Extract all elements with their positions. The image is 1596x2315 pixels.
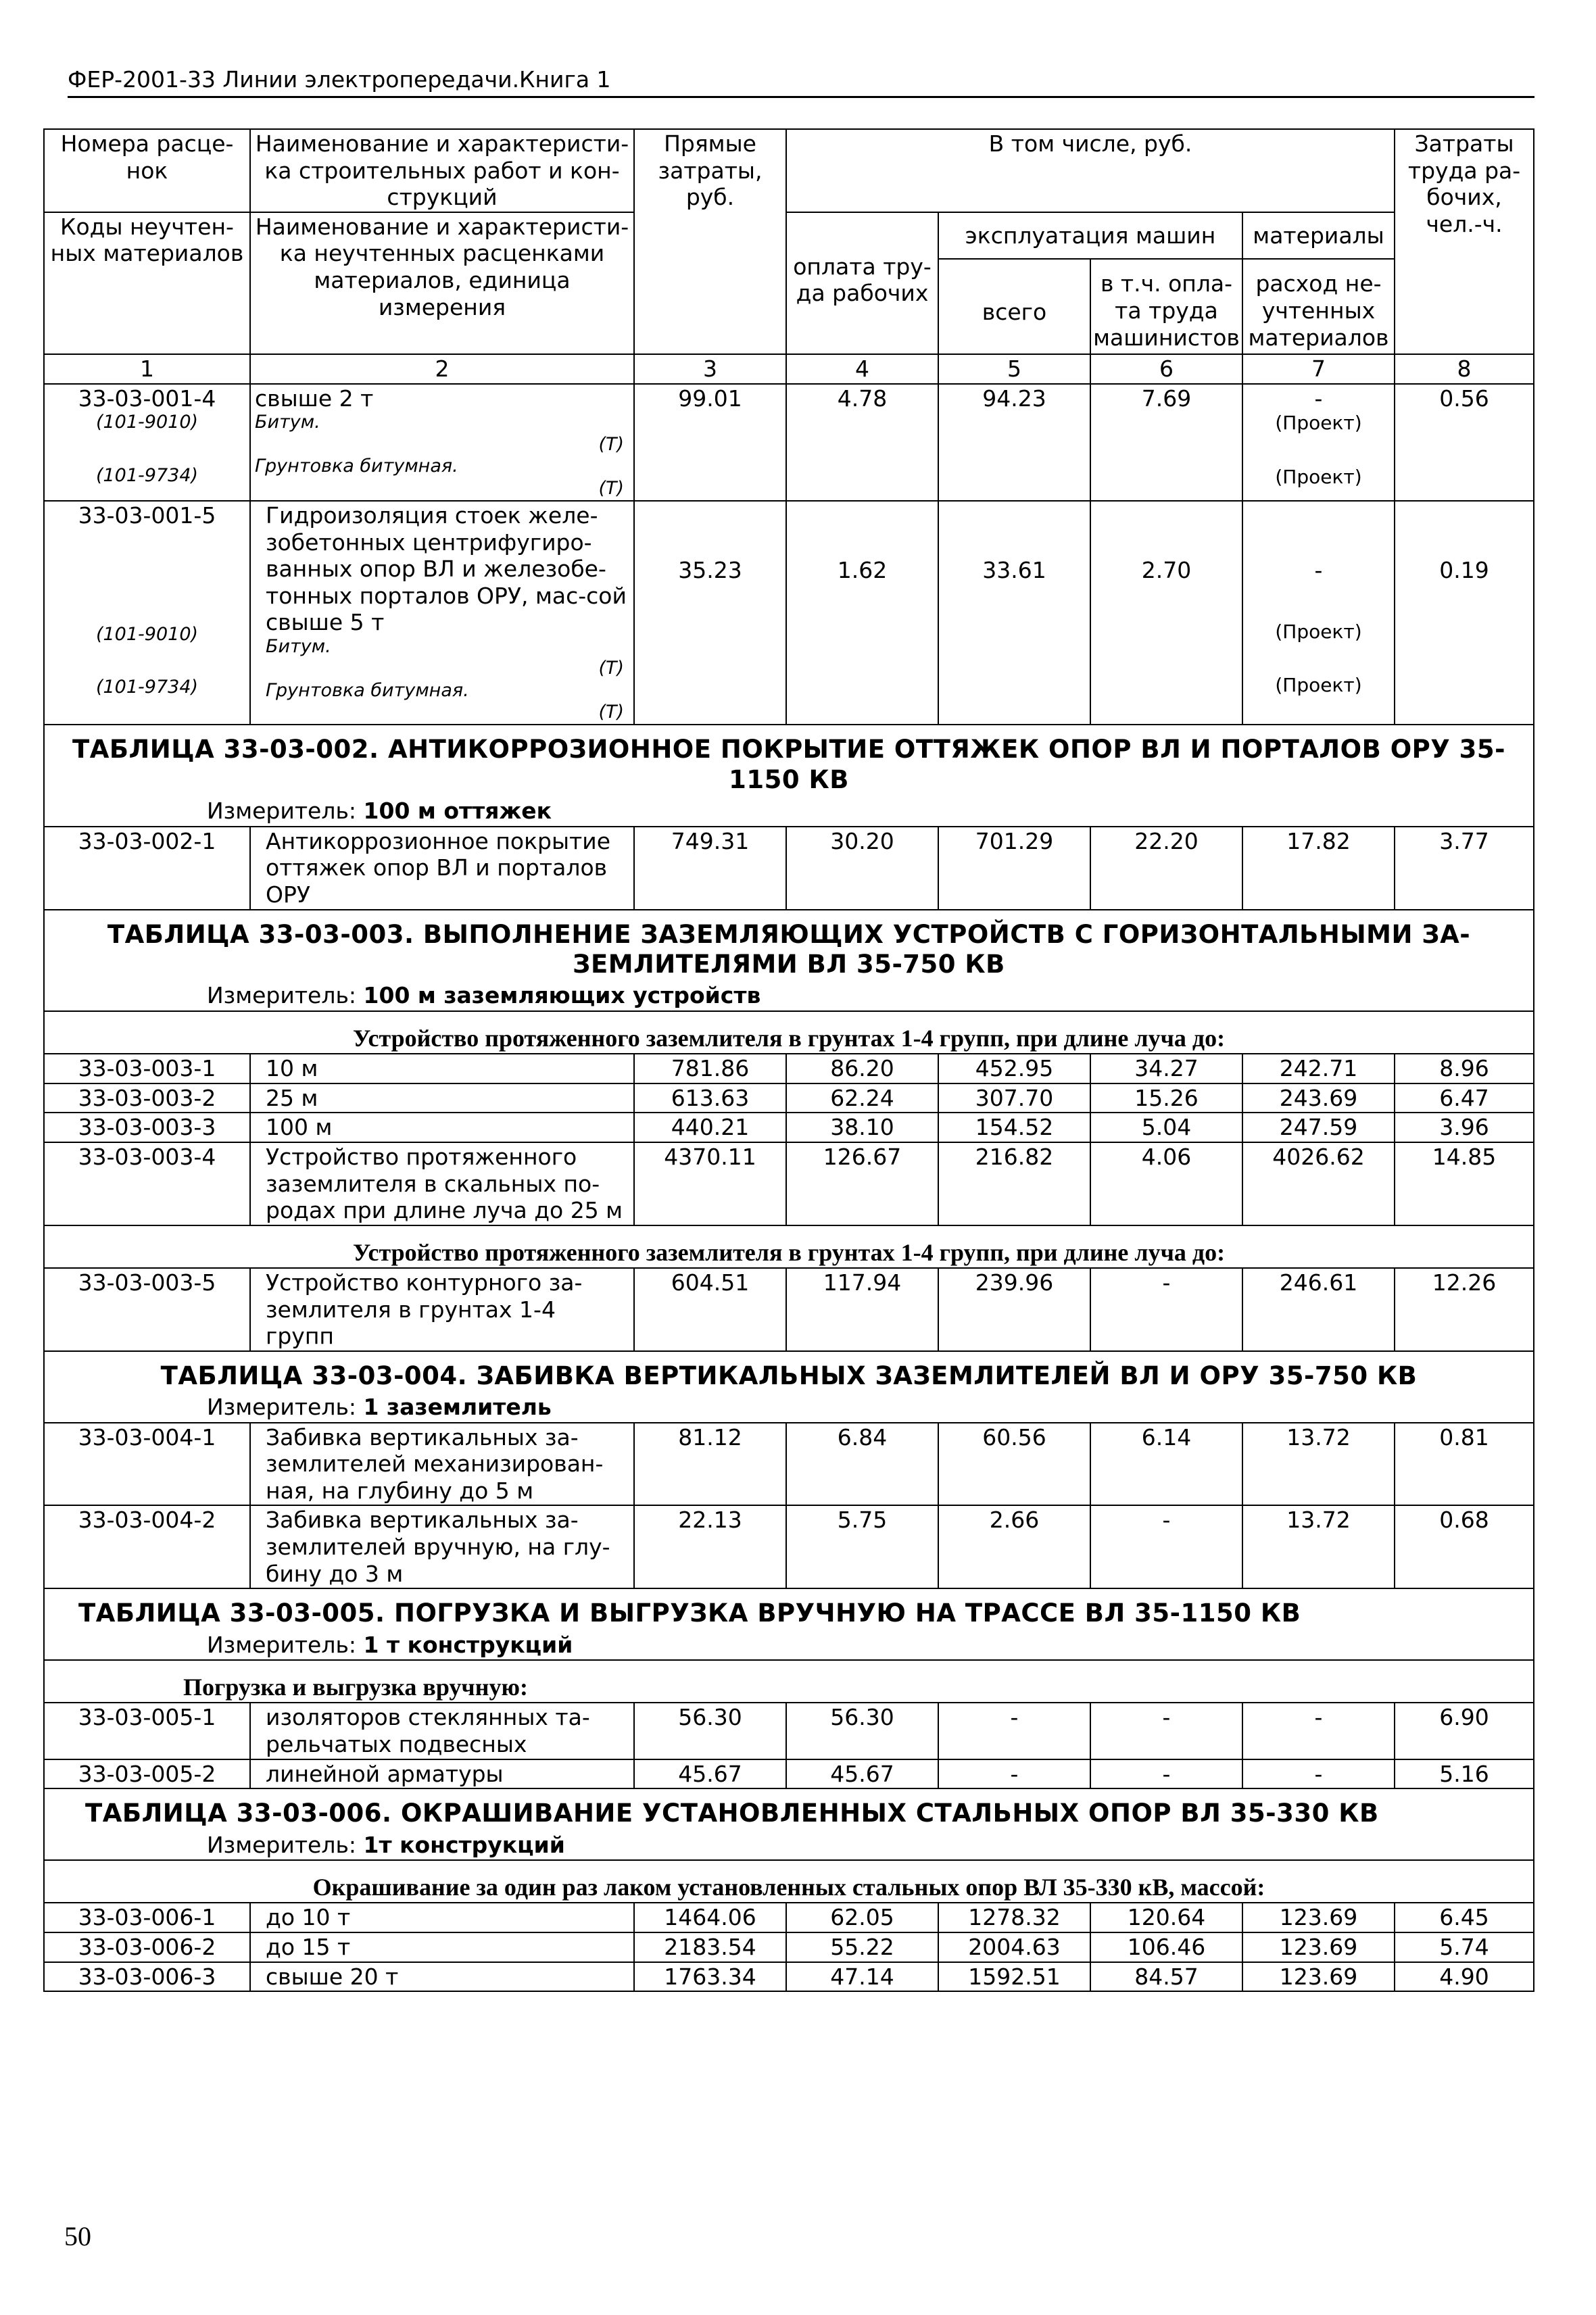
rate-code: 33-03-001-5 bbox=[78, 502, 216, 529]
material-unit: (Т) bbox=[598, 477, 624, 499]
table-row bbox=[44, 1142, 1534, 1225]
price-table bbox=[43, 128, 1534, 1992]
machines-total: 94.23 bbox=[938, 384, 1090, 501]
labor-hours: 6.90 bbox=[1395, 1703, 1534, 1759]
table-title-row bbox=[44, 1788, 1534, 1830]
header-including: В том числе, руб. bbox=[786, 129, 1395, 212]
material-code: (101-9010) bbox=[95, 412, 199, 433]
header-unaccounted-materials: расход не-учтенных материалов bbox=[1248, 270, 1389, 351]
header-machines: эксплуатация машин bbox=[939, 213, 1242, 260]
operators-pay: 2.70 bbox=[1090, 501, 1242, 725]
work-name-cell bbox=[250, 384, 634, 501]
labor-hours: 8.96 bbox=[1395, 1054, 1534, 1083]
materials-cost: - bbox=[1314, 556, 1323, 583]
labor-hours: 0.56 bbox=[1395, 384, 1534, 501]
meter-label: Измеритель: bbox=[207, 798, 357, 825]
header-operators-pay: в т.ч. опла-та труда машинистов bbox=[1093, 270, 1240, 351]
meter-row bbox=[44, 981, 1534, 1011]
column-number: 3 bbox=[634, 354, 786, 384]
meter-cell bbox=[44, 796, 1534, 827]
operators-pay: - bbox=[1090, 1505, 1242, 1588]
material-unit: (Т) bbox=[598, 702, 624, 723]
operators-pay: 22.20 bbox=[1090, 827, 1242, 910]
materials-cell bbox=[1242, 384, 1395, 501]
header-machines-group bbox=[938, 212, 1242, 354]
meter-row bbox=[44, 1830, 1534, 1861]
labor-hours: 0.19 bbox=[1395, 501, 1534, 725]
direct-costs: 1464.06 bbox=[634, 1903, 786, 1932]
machines-total: 33.61 bbox=[938, 501, 1090, 725]
operators-pay: 34.27 bbox=[1090, 1054, 1242, 1083]
meter-cell bbox=[44, 1392, 1534, 1423]
machines-total: 1278.32 bbox=[938, 1903, 1090, 1932]
work-name: изоляторов стеклянных та-рельчатых подвесных bbox=[250, 1703, 634, 1759]
labor-pay: 5.75 bbox=[786, 1505, 938, 1588]
labor-hours: 3.77 bbox=[1395, 827, 1534, 910]
operators-pay: 84.57 bbox=[1090, 1962, 1242, 1992]
meter-row bbox=[44, 1630, 1534, 1661]
direct-costs: 99.01 bbox=[634, 384, 786, 501]
work-name: 10 м bbox=[250, 1054, 634, 1083]
section-row bbox=[44, 1225, 1534, 1268]
operators-pay: - bbox=[1090, 1759, 1242, 1789]
table-title-row bbox=[44, 1351, 1534, 1392]
table-title-row bbox=[44, 910, 1534, 981]
header-row-1 bbox=[44, 129, 1534, 212]
section-heading: Окрашивание за один раз лаком установленных стальных опор ВЛ 35-330 кВ, массой: bbox=[44, 1860, 1534, 1903]
material-name: Грунтовка битумная. bbox=[255, 456, 458, 477]
header-material-names: Наименование и характеристи-ка неучтенных расценками материалов, единица измерения bbox=[250, 212, 634, 354]
column-number: 6 bbox=[1090, 354, 1242, 384]
column-number-row bbox=[44, 354, 1534, 384]
labor-pay: 47.14 bbox=[786, 1962, 938, 1992]
project-note: (Проект) bbox=[1275, 620, 1362, 643]
materials-cell bbox=[1242, 501, 1395, 725]
table-row bbox=[44, 1932, 1534, 1962]
section-heading: Устройство протяженного заземлителя в грунтах 1-4 групп, при длине луча до: bbox=[44, 1011, 1534, 1054]
material-name: Битум. bbox=[266, 635, 331, 657]
project-note: (Проект) bbox=[1275, 412, 1362, 435]
operators-pay: 6.14 bbox=[1090, 1423, 1242, 1506]
materials-cost: 17.82 bbox=[1242, 827, 1395, 910]
table-row bbox=[44, 1903, 1534, 1932]
header-labor-hours: Затраты труда ра-бочих, чел.-ч. bbox=[1395, 129, 1534, 354]
work-name: Забивка вертикальных за-землителей механизирован-ная, на глубину до 5 м bbox=[250, 1423, 634, 1506]
header-work-name: Наименование и характеристи-ка строительных работ и кон-струкций bbox=[250, 129, 634, 212]
rate-code: 33-03-005-2 bbox=[44, 1759, 250, 1789]
operators-pay: 120.64 bbox=[1090, 1903, 1242, 1932]
rate-code: 33-03-003-1 bbox=[44, 1054, 250, 1083]
table-title: ТАБЛИЦА 33-03-002. АНТИКОРРОЗИОННОЕ ПОКРЫТИЕ ОТТЯЖЕК ОПОР ВЛ И ПОРТАЛОВ ОРУ 35-1150 КВ bbox=[44, 725, 1534, 796]
materials-cost: 123.69 bbox=[1242, 1932, 1395, 1962]
labor-pay: 62.24 bbox=[786, 1083, 938, 1113]
labor-hours: 0.68 bbox=[1395, 1505, 1534, 1588]
materials-cost: - bbox=[1314, 385, 1323, 412]
labor-pay: 30.20 bbox=[786, 827, 938, 910]
material-unit: (Т) bbox=[598, 433, 624, 455]
direct-costs: 604.51 bbox=[634, 1268, 786, 1351]
labor-pay: 55.22 bbox=[786, 1932, 938, 1962]
header-materials-group bbox=[1242, 212, 1395, 354]
work-name: Забивка вертикальных за-землителей вручную, на глу-бину до 3 м bbox=[250, 1505, 634, 1588]
direct-costs: 56.30 bbox=[634, 1703, 786, 1759]
meter-label: Измеритель: bbox=[207, 1394, 357, 1421]
document-header: ФЕР-2001-33 Линии электропередачи.Книга 1 bbox=[68, 66, 1534, 98]
header-row-2 bbox=[44, 212, 1534, 354]
work-name: Антикоррозионное покрытие оттяжек опор ВЛ и порталов ОРУ bbox=[250, 827, 634, 910]
meter-label: Измеритель: bbox=[207, 1631, 357, 1658]
work-name: свыше 20 т bbox=[250, 1962, 634, 1992]
table-row bbox=[44, 501, 1534, 725]
table-row bbox=[44, 1759, 1534, 1789]
machines-total: - bbox=[938, 1759, 1090, 1789]
section-row bbox=[44, 1011, 1534, 1054]
machines-total: 216.82 bbox=[938, 1142, 1090, 1225]
direct-costs: 35.23 bbox=[634, 501, 786, 725]
rate-code-cell bbox=[44, 501, 250, 725]
work-name: линейной арматуры bbox=[250, 1759, 634, 1789]
rate-code: 33-03-003-4 bbox=[44, 1142, 250, 1225]
direct-costs: 1763.34 bbox=[634, 1962, 786, 1992]
rate-code: 33-03-003-3 bbox=[44, 1113, 250, 1142]
labor-pay: 86.20 bbox=[786, 1054, 938, 1083]
labor-pay: 6.84 bbox=[786, 1423, 938, 1506]
machines-total: 701.29 bbox=[938, 827, 1090, 910]
direct-costs: 440.21 bbox=[634, 1113, 786, 1142]
operators-pay: - bbox=[1090, 1268, 1242, 1351]
materials-cost: - bbox=[1242, 1759, 1395, 1789]
header-materials: материалы bbox=[1243, 213, 1394, 260]
column-number: 7 bbox=[1242, 354, 1395, 384]
direct-costs: 2183.54 bbox=[634, 1932, 786, 1962]
section-heading: Устройство протяженного заземлителя в грунтах 1-4 групп, при длине луча до: bbox=[44, 1225, 1534, 1268]
section-row bbox=[44, 1860, 1534, 1903]
machines-total: 2.66 bbox=[938, 1505, 1090, 1588]
operators-pay: 7.69 bbox=[1090, 384, 1242, 501]
labor-hours: 5.74 bbox=[1395, 1932, 1534, 1962]
work-name: до 10 т bbox=[250, 1903, 634, 1932]
labor-pay: 56.30 bbox=[786, 1703, 938, 1759]
machines-total: - bbox=[938, 1703, 1090, 1759]
work-name: свыше 2 т bbox=[255, 385, 374, 412]
rate-code: 33-03-004-2 bbox=[44, 1505, 250, 1588]
table-title: ТАБЛИЦА 33-03-006. ОКРАШИВАНИЕ УСТАНОВЛЕННЫХ СТАЛЬНЫХ ОПОР ВЛ 35-330 КВ bbox=[44, 1788, 1534, 1830]
meter-value: 1 т конструкций bbox=[363, 1631, 573, 1658]
meter-cell bbox=[44, 1630, 1534, 1661]
materials-cost: 242.71 bbox=[1242, 1054, 1395, 1083]
table-row bbox=[44, 1962, 1534, 1992]
work-name: Устройство протяженного заземлителя в скальных по-родах при длине луча до 25 м bbox=[250, 1142, 634, 1225]
table-title-row bbox=[44, 725, 1534, 796]
meter-value: 100 м заземляющих устройств bbox=[363, 982, 761, 1009]
material-code: (101-9734) bbox=[95, 464, 199, 486]
table-row bbox=[44, 1505, 1534, 1588]
meter-row bbox=[44, 1392, 1534, 1423]
materials-cost: 246.61 bbox=[1242, 1268, 1395, 1351]
labor-pay: 45.67 bbox=[786, 1759, 938, 1789]
table-title: ТАБЛИЦА 33-03-005. ПОГРУЗКА И ВЫГРУЗКА ВРУЧНУЮ НА ТРАССЕ ВЛ 35-1150 КВ bbox=[44, 1588, 1534, 1630]
table-row bbox=[44, 1083, 1534, 1113]
column-number: 8 bbox=[1395, 354, 1534, 384]
table-row bbox=[44, 1423, 1534, 1506]
machines-total: 60.56 bbox=[938, 1423, 1090, 1506]
labor-pay: 62.05 bbox=[786, 1903, 938, 1932]
meter-cell bbox=[44, 1830, 1534, 1861]
machines-total: 154.52 bbox=[938, 1113, 1090, 1142]
materials-cost: - bbox=[1242, 1703, 1395, 1759]
work-name: до 15 т bbox=[250, 1932, 634, 1962]
material-code: (101-9010) bbox=[95, 623, 199, 645]
labor-hours: 5.16 bbox=[1395, 1759, 1534, 1789]
table-title: ТАБЛИЦА 33-03-004. ЗАБИВКА ВЕРТИКАЛЬНЫХ ЗАЗЕМЛИТЕЛЕЙ ВЛ И ОРУ 35-750 КВ bbox=[44, 1351, 1534, 1392]
operators-pay: - bbox=[1090, 1703, 1242, 1759]
labor-hours: 12.26 bbox=[1395, 1268, 1534, 1351]
rate-code: 33-03-003-2 bbox=[44, 1083, 250, 1113]
material-unit: (Т) bbox=[598, 658, 624, 679]
header-labor-pay: оплата тру-да рабочих bbox=[786, 212, 938, 354]
table-title-row bbox=[44, 1588, 1534, 1630]
material-name: Грунтовка битумная. bbox=[266, 679, 469, 701]
operators-pay: 5.04 bbox=[1090, 1113, 1242, 1142]
material-code: (101-9734) bbox=[95, 676, 199, 698]
rate-code: 33-03-006-2 bbox=[44, 1932, 250, 1962]
labor-hours: 6.47 bbox=[1395, 1083, 1534, 1113]
direct-costs: 781.86 bbox=[634, 1054, 786, 1083]
column-number: 2 bbox=[250, 354, 634, 384]
table-row bbox=[44, 384, 1534, 501]
labor-pay: 38.10 bbox=[786, 1113, 938, 1142]
materials-cost: 4026.62 bbox=[1242, 1142, 1395, 1225]
labor-hours: 3.96 bbox=[1395, 1113, 1534, 1142]
rate-code: 33-03-005-1 bbox=[44, 1703, 250, 1759]
header-direct-costs: Прямые затраты, руб. bbox=[634, 129, 786, 354]
rate-code: 33-03-006-1 bbox=[44, 1903, 250, 1932]
meter-label: Измеритель: bbox=[207, 1831, 357, 1858]
labor-pay: 4.78 bbox=[786, 384, 938, 501]
rate-code: 33-03-004-1 bbox=[44, 1423, 250, 1506]
materials-cost: 13.72 bbox=[1242, 1505, 1395, 1588]
table-row bbox=[44, 1703, 1534, 1759]
rate-code-cell bbox=[44, 384, 250, 501]
column-number: 1 bbox=[44, 354, 250, 384]
materials-cost: 247.59 bbox=[1242, 1113, 1395, 1142]
operators-pay: 15.26 bbox=[1090, 1083, 1242, 1113]
labor-hours: 6.45 bbox=[1395, 1903, 1534, 1932]
work-name: 25 м bbox=[250, 1083, 634, 1113]
section-heading: Погрузка и выгрузка вручную: bbox=[44, 1660, 1534, 1703]
meter-cell bbox=[44, 981, 1534, 1011]
work-name-cell bbox=[250, 501, 634, 725]
table-row bbox=[44, 1054, 1534, 1083]
direct-costs: 613.63 bbox=[634, 1083, 786, 1113]
column-number: 4 bbox=[786, 354, 938, 384]
machines-total: 239.96 bbox=[938, 1268, 1090, 1351]
labor-pay: 1.62 bbox=[786, 501, 938, 725]
project-note: (Проект) bbox=[1275, 465, 1362, 488]
section-row bbox=[44, 1660, 1534, 1703]
machines-total: 1592.51 bbox=[938, 1962, 1090, 1992]
labor-hours: 0.81 bbox=[1395, 1423, 1534, 1506]
table-title: ТАБЛИЦА 33-03-003. ВЫПОЛНЕНИЕ ЗАЗЕМЛЯЮЩИХ УСТРОЙСТВ С ГОРИЗОНТАЛЬНЫМИ ЗА-ЗЕМЛИТЕЛЯМИ ВЛ 35-750 КВ bbox=[44, 910, 1534, 981]
operators-pay: 106.46 bbox=[1090, 1932, 1242, 1962]
meter-row bbox=[44, 796, 1534, 827]
table-row bbox=[44, 1268, 1534, 1351]
work-name: 100 м bbox=[250, 1113, 634, 1142]
labor-pay: 126.67 bbox=[786, 1142, 938, 1225]
direct-costs: 4370.11 bbox=[634, 1142, 786, 1225]
rate-code: 33-03-002-1 bbox=[44, 827, 250, 910]
machines-total: 2004.63 bbox=[938, 1932, 1090, 1962]
meter-value: 1 заземлитель bbox=[363, 1394, 552, 1421]
labor-pay: 117.94 bbox=[786, 1268, 938, 1351]
meter-value: 1т конструкций bbox=[363, 1831, 565, 1858]
materials-cost: 243.69 bbox=[1242, 1083, 1395, 1113]
page-number: 50 bbox=[64, 2221, 91, 2251]
table-row bbox=[44, 827, 1534, 910]
meter-value: 100 м оттяжек bbox=[363, 798, 552, 825]
header-rate-numbers: Номера расце-нок bbox=[44, 129, 250, 212]
rate-code: 33-03-001-4 bbox=[78, 385, 216, 412]
direct-costs: 22.13 bbox=[634, 1505, 786, 1588]
rate-code: 33-03-003-5 bbox=[44, 1268, 250, 1351]
labor-hours: 14.85 bbox=[1395, 1142, 1534, 1225]
table-row bbox=[44, 1113, 1534, 1142]
labor-hours: 4.90 bbox=[1395, 1962, 1534, 1992]
work-name: Гидроизоляция стоек желе-зобетонных центрифугиро-ванных опор ВЛ и железобе-тонных порталов ОРУ, мас-сой свыше 5 т bbox=[266, 502, 627, 636]
column-number: 5 bbox=[938, 354, 1090, 384]
direct-costs: 749.31 bbox=[634, 827, 786, 910]
operators-pay: 4.06 bbox=[1090, 1142, 1242, 1225]
material-name: Битум. bbox=[255, 412, 320, 433]
machines-total: 452.95 bbox=[938, 1054, 1090, 1083]
header-material-codes: Коды неучтен-ных материалов bbox=[44, 212, 250, 354]
materials-cost: 123.69 bbox=[1242, 1903, 1395, 1932]
work-name: Устройство контурного за-землителя в грунтах 1-4 групп bbox=[250, 1268, 634, 1351]
machines-total: 307.70 bbox=[938, 1083, 1090, 1113]
direct-costs: 45.67 bbox=[634, 1759, 786, 1789]
materials-cost: 13.72 bbox=[1242, 1423, 1395, 1506]
project-note: (Проект) bbox=[1275, 674, 1362, 697]
materials-cost: 123.69 bbox=[1242, 1962, 1395, 1992]
direct-costs: 81.12 bbox=[634, 1423, 786, 1506]
rate-code: 33-03-006-3 bbox=[44, 1962, 250, 1992]
meter-label: Измеритель: bbox=[207, 982, 357, 1009]
header-machines-total: всего bbox=[939, 260, 1091, 354]
